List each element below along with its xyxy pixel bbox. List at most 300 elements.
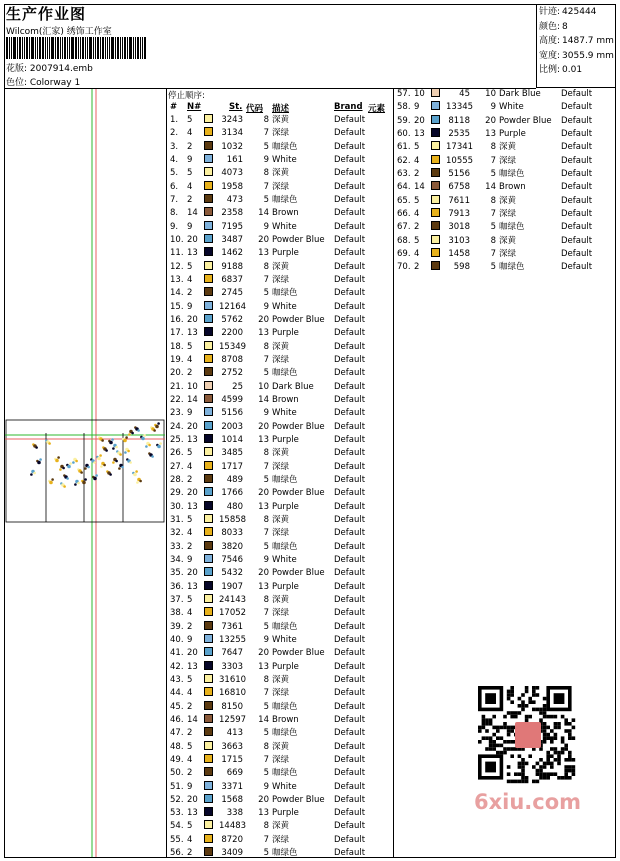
cell-seq: 42. [170, 661, 184, 672]
cell-brand: Default [334, 141, 366, 152]
cell-needle: 2 [187, 194, 193, 205]
thread-color-swatch [204, 674, 213, 683]
thread-color-swatch [431, 195, 440, 204]
thread-color-swatch [204, 354, 213, 363]
thread-color-swatch [431, 261, 440, 270]
cell-brand: Default [561, 248, 593, 259]
col-header-num: # [170, 102, 178, 112]
cell-stitches: 473 [226, 194, 243, 205]
cell-needle: 5 [187, 741, 193, 752]
cell-stitches: 45 [459, 89, 470, 99]
cell-desc: 咖绿色 [272, 728, 298, 739]
cell-desc: Powder Blue [272, 648, 325, 659]
cell-stitches: 10555 [446, 155, 474, 166]
table-row [168, 354, 393, 367]
cell-stitches: 3487 [221, 234, 243, 245]
watermark-site: 6xiu.com [474, 790, 582, 814]
thread-color-swatch [431, 88, 440, 97]
motif-dot [75, 460, 78, 463]
cell-code: 5 [263, 701, 269, 712]
cell-needle: 9 [187, 154, 193, 165]
cell-stitches: 25 [232, 381, 243, 392]
cell-stitches: 17052 [219, 608, 247, 619]
cell-stitches: 13345 [446, 102, 474, 113]
thread-color-swatch [431, 235, 440, 244]
cell-seq: 33. [170, 541, 184, 552]
cell-brand: Default [334, 381, 366, 392]
cell-stitches: 3303 [221, 661, 243, 672]
cell-brand: Default [561, 128, 593, 139]
motif-dot [148, 444, 151, 447]
cell-desc: Powder Blue [272, 488, 325, 499]
motif-dot [84, 467, 87, 470]
cell-seq: 57. [397, 89, 411, 99]
cell-seq: 18. [170, 341, 184, 352]
cell-desc: 深绿 [272, 354, 290, 365]
cell-needle: 20 [187, 234, 198, 245]
cell-code: 8 [263, 168, 269, 179]
motif-dot [157, 422, 160, 425]
table-row [168, 634, 393, 647]
cell-seq: 1. [170, 115, 179, 125]
thread-color-swatch [204, 141, 213, 150]
cell-needle: 9 [187, 554, 193, 565]
cell-code: 7 [263, 274, 269, 285]
cell-needle: 20 [414, 115, 425, 126]
cell-code: 9 [263, 554, 269, 565]
cell-brand: Default [334, 194, 366, 205]
table-row [395, 101, 620, 114]
cell-brand: Default [334, 408, 366, 419]
preview-divider [166, 88, 167, 858]
cell-brand: Default [334, 434, 366, 445]
motif-dot [48, 442, 51, 445]
cell-stitches: 489 [226, 474, 243, 485]
thread-color-swatch [204, 314, 213, 323]
table-row [168, 341, 393, 354]
cell-brand: Default [334, 594, 366, 605]
cell-stitches: 8708 [221, 354, 243, 365]
cell-brand: Default [334, 221, 366, 232]
cell-brand: Default [334, 648, 366, 659]
motif-dot [115, 446, 118, 449]
thread-color-swatch [204, 394, 213, 403]
cell-code: 7 [263, 608, 269, 619]
cell-needle: 14 [187, 714, 198, 725]
cell-desc: 咖绿色 [272, 768, 298, 779]
motif-dot [103, 464, 106, 467]
thread-color-swatch [204, 247, 213, 256]
cell-brand: Default [334, 181, 366, 192]
column-divider [393, 88, 394, 858]
cell-desc: Purple [272, 808, 299, 819]
cell-stitches: 2752 [221, 368, 243, 379]
cell-code: 7 [490, 208, 496, 219]
motif-dot [100, 465, 103, 468]
cell-brand: Default [334, 421, 366, 432]
table-row [168, 621, 393, 634]
cell-desc: 咖绿色 [272, 194, 298, 205]
motif-dot [115, 460, 118, 463]
cell-stitches: 8033 [221, 528, 243, 539]
cell-needle: 5 [187, 448, 193, 459]
table-row [395, 155, 620, 168]
cell-stitches: 669 [226, 768, 243, 779]
table-row [168, 407, 393, 420]
cell-needle: 5 [187, 168, 193, 179]
cell-seq: 39. [170, 621, 184, 632]
cell-code: 20 [258, 648, 269, 659]
table-row [168, 727, 393, 740]
table-row [395, 115, 620, 128]
table-row [168, 794, 393, 807]
thread-color-swatch [431, 128, 440, 137]
stat-value: 3055.9 mm [562, 50, 614, 61]
cell-stitches: 598 [453, 262, 470, 273]
thread-color-swatch [204, 581, 213, 590]
cell-needle: 2 [187, 621, 193, 632]
motif-dot [62, 467, 65, 470]
cell-desc: White [272, 154, 297, 165]
cell-stitches: 6837 [221, 274, 243, 285]
thread-color-swatch [204, 514, 213, 523]
cell-code: 8 [263, 821, 269, 832]
cell-needle: 2 [414, 222, 420, 233]
cell-needle: 9 [187, 634, 193, 645]
stat-value: 0.01 [562, 65, 583, 75]
table-row [168, 754, 393, 767]
cell-desc: 深绿 [272, 688, 290, 699]
cell-seq: 15. [170, 301, 184, 312]
cell-desc: 深绿 [272, 128, 290, 139]
thread-color-swatch [204, 701, 213, 710]
thread-color-swatch [204, 194, 213, 203]
thread-color-swatch [431, 181, 440, 190]
cell-brand: Default [561, 262, 593, 273]
table-row [395, 221, 620, 234]
thread-color-swatch [204, 621, 213, 630]
thread-color-swatch [204, 447, 213, 456]
cell-seq: 20. [170, 368, 184, 379]
cell-seq: 63. [397, 168, 411, 179]
cell-needle: 10 [414, 89, 425, 99]
cell-desc: 深黄 [499, 195, 517, 206]
cell-brand: Default [334, 328, 366, 339]
thread-color-swatch [204, 234, 213, 243]
table-row [168, 594, 393, 607]
cell-brand: Default [561, 155, 593, 166]
cell-seq: 34. [170, 554, 184, 565]
cell-seq: 19. [170, 354, 184, 365]
cell-seq: 50. [170, 768, 184, 779]
cell-code: 7 [490, 248, 496, 259]
cell-desc: 深黄 [272, 594, 290, 605]
cell-needle: 5 [187, 821, 193, 832]
cell-desc: Brown [272, 394, 299, 405]
cell-stitches: 1462 [221, 248, 243, 259]
cell-needle: 14 [187, 394, 198, 405]
cell-seq: 25. [170, 434, 184, 445]
cell-seq: 40. [170, 634, 184, 645]
cell-desc: Powder Blue [272, 234, 325, 245]
thread-color-swatch [204, 807, 213, 816]
thread-color-swatch [204, 594, 213, 603]
cell-needle: 20 [187, 568, 198, 579]
cell-brand: Default [334, 288, 366, 299]
thread-color-swatch [204, 847, 213, 856]
cell-needle: 9 [187, 781, 193, 792]
cell-seq: 14. [170, 288, 184, 299]
colorway-label: 色位: Colorway 1 [6, 78, 81, 88]
cell-seq: 47. [170, 728, 184, 739]
cell-seq: 23. [170, 408, 184, 419]
cell-code: 14 [485, 182, 496, 193]
cell-stitches: 480 [226, 501, 243, 512]
cell-code: 9 [263, 221, 269, 232]
motif-dot [69, 462, 72, 465]
col-header-code: 代码 [246, 104, 264, 114]
cell-seq: 7. [170, 194, 179, 205]
cell-brand: Default [334, 461, 366, 472]
cell-desc: 深黄 [272, 741, 290, 752]
cell-seq: 37. [170, 594, 184, 605]
table-row [168, 487, 393, 500]
cell-brand: Default [561, 102, 593, 113]
qr-center-stamp [515, 722, 541, 748]
motif-dot [63, 485, 66, 488]
cell-needle: 2 [414, 168, 420, 179]
cell-stitches: 1766 [221, 488, 243, 499]
cell-stitches: 3409 [221, 848, 243, 859]
table-row [168, 314, 393, 327]
motif-dot [145, 445, 148, 448]
table-row [395, 88, 620, 101]
table-row [168, 221, 393, 234]
table-row [168, 741, 393, 754]
cell-stitches: 2358 [221, 208, 243, 219]
cell-desc: 深黄 [272, 821, 290, 832]
cell-desc: 咖绿色 [272, 141, 298, 152]
cell-brand: Default [334, 128, 366, 139]
cell-seq: 49. [170, 754, 184, 765]
motif-dot [131, 432, 134, 435]
thread-color-swatch [431, 221, 440, 230]
thread-color-swatch [204, 287, 213, 296]
cell-code: 8 [263, 674, 269, 685]
table-row [168, 701, 393, 714]
cell-code: 5 [263, 768, 269, 779]
cell-needle: 13 [187, 808, 198, 819]
cell-brand: Default [334, 728, 366, 739]
motif-dot [93, 477, 97, 481]
stat-label: 颜色: [539, 21, 561, 32]
cell-brand: Default [334, 301, 366, 312]
table-row [168, 847, 393, 860]
cell-desc: 咖绿色 [272, 848, 298, 859]
cell-seq: 46. [170, 714, 184, 725]
cell-seq: 38. [170, 608, 184, 619]
qr-finder-pattern [554, 693, 565, 704]
cell-brand: Default [334, 341, 366, 352]
cell-code: 8 [263, 514, 269, 525]
cell-stitches: 6758 [448, 182, 470, 193]
cell-seq: 13. [170, 274, 184, 285]
motif-dot [159, 442, 162, 445]
cell-desc: 深黄 [272, 261, 290, 272]
cell-desc: White [499, 102, 524, 113]
cell-seq: 17. [170, 328, 184, 339]
cell-stitches: 1715 [221, 754, 243, 765]
thread-color-swatch [204, 687, 213, 696]
motif-dot [155, 425, 159, 429]
cell-stitches: 1014 [221, 434, 243, 445]
cell-seq: 54. [170, 821, 184, 832]
thread-color-swatch [204, 634, 213, 643]
cell-code: 13 [258, 434, 269, 445]
table-row [168, 247, 393, 260]
cell-seq: 32. [170, 528, 184, 539]
stat-row [539, 63, 616, 78]
cell-desc: 咖绿色 [272, 621, 298, 632]
cell-brand: Default [334, 581, 366, 592]
cell-brand: Default [334, 701, 366, 712]
cell-brand: Default [334, 474, 366, 485]
cell-brand: Default [334, 608, 366, 619]
col-header-desc: 描述 [272, 104, 290, 114]
cell-stitches: 7647 [221, 648, 243, 659]
cell-needle: 14 [187, 208, 198, 219]
cell-needle: 13 [187, 248, 198, 259]
stop-seq-label: 停止顺序: [168, 91, 205, 101]
cell-desc: 深黄 [272, 448, 290, 459]
thread-color-swatch [204, 647, 213, 656]
cell-needle: 4 [187, 274, 193, 285]
cell-seq: 28. [170, 474, 184, 485]
cell-desc: Purple [272, 434, 299, 445]
cell-stitches: 8720 [221, 834, 243, 845]
cell-desc: Purple [272, 581, 299, 592]
thread-color-swatch [204, 541, 213, 550]
cell-needle: 5 [187, 674, 193, 685]
cell-needle: 2 [187, 141, 193, 152]
cell-brand: Default [334, 154, 366, 165]
cell-stitches: 31610 [219, 674, 247, 685]
motif-dot [82, 481, 86, 485]
thread-color-swatch [204, 421, 213, 430]
table-row [168, 367, 393, 380]
cell-needle: 9 [187, 221, 193, 232]
table-row [168, 461, 393, 474]
stop-sequence-table-right [395, 89, 593, 289]
thread-color-swatch [204, 567, 213, 576]
motif-dot [119, 453, 122, 456]
table-row [395, 248, 620, 261]
motif-dot [74, 483, 77, 486]
cell-seq: 12. [170, 261, 184, 272]
cell-needle: 5 [187, 341, 193, 352]
cell-brand: Default [334, 261, 366, 272]
cell-seq: 70. [397, 262, 411, 273]
stat-label: 针迹: [539, 7, 561, 17]
cell-code: 7 [263, 461, 269, 472]
motif-dot [128, 433, 131, 436]
cell-seq: 10. [170, 234, 184, 245]
table-row [168, 381, 393, 394]
motif-dot [30, 473, 33, 476]
motif-dot [80, 471, 83, 474]
table-row [168, 327, 393, 340]
table-row [168, 554, 393, 567]
cell-seq: 67. [397, 222, 411, 233]
cell-desc: Purple [499, 128, 526, 139]
thread-color-swatch [204, 727, 213, 736]
table-row [395, 128, 620, 141]
cell-code: 13 [258, 328, 269, 339]
cell-code: 5 [263, 541, 269, 552]
cell-seq: 36. [170, 581, 184, 592]
thread-color-swatch [431, 208, 440, 217]
cell-desc: Powder Blue [499, 115, 552, 126]
motif-dot [95, 474, 98, 477]
cell-code: 10 [258, 381, 269, 392]
cell-needle: 5 [187, 261, 193, 272]
cell-stitches: 2745 [221, 288, 243, 299]
cell-stitches: 24143 [219, 594, 247, 605]
motif-dot [35, 446, 38, 449]
cell-desc: 深绿 [272, 754, 290, 765]
cell-seq: 16. [170, 314, 184, 325]
cell-desc: White [272, 408, 297, 419]
motif-dot [141, 437, 145, 441]
thread-color-swatch [204, 261, 213, 270]
cell-code: 8 [263, 741, 269, 752]
thread-color-swatch [204, 767, 213, 776]
cell-stitches: 4073 [221, 168, 243, 179]
cell-seq: 8. [170, 208, 179, 219]
cell-seq: 2. [170, 128, 179, 139]
cell-needle: 2 [187, 728, 193, 739]
cell-needle: 4 [414, 155, 420, 166]
cell-stitches: 7195 [221, 221, 243, 232]
cell-brand: Default [334, 674, 366, 685]
col-header-elem: 元素 [368, 104, 386, 114]
table-row [168, 674, 393, 687]
motif-dot [59, 468, 62, 471]
cell-brand: Default [334, 208, 366, 219]
table-row [395, 168, 620, 181]
cell-desc: White [272, 634, 297, 645]
stat-row [539, 49, 616, 64]
table-row [168, 141, 393, 154]
motif-dot [39, 458, 42, 461]
cell-code: 9 [263, 301, 269, 312]
cell-desc: 深黄 [272, 341, 290, 352]
cell-brand: Default [334, 274, 366, 285]
cell-code: 14 [258, 714, 269, 725]
cell-seq: 29. [170, 488, 184, 499]
motif-dot [136, 481, 139, 484]
cell-seq: 9. [170, 221, 179, 232]
cell-seq: 30. [170, 501, 184, 512]
thread-color-swatch [204, 407, 213, 416]
table-row [395, 141, 620, 154]
cell-stitches: 15349 [219, 341, 247, 352]
cell-desc: 深绿 [272, 834, 290, 845]
cell-code: 13 [485, 128, 496, 139]
table-row [168, 661, 393, 674]
cell-desc: White [272, 554, 297, 565]
cell-brand: Default [334, 621, 366, 632]
